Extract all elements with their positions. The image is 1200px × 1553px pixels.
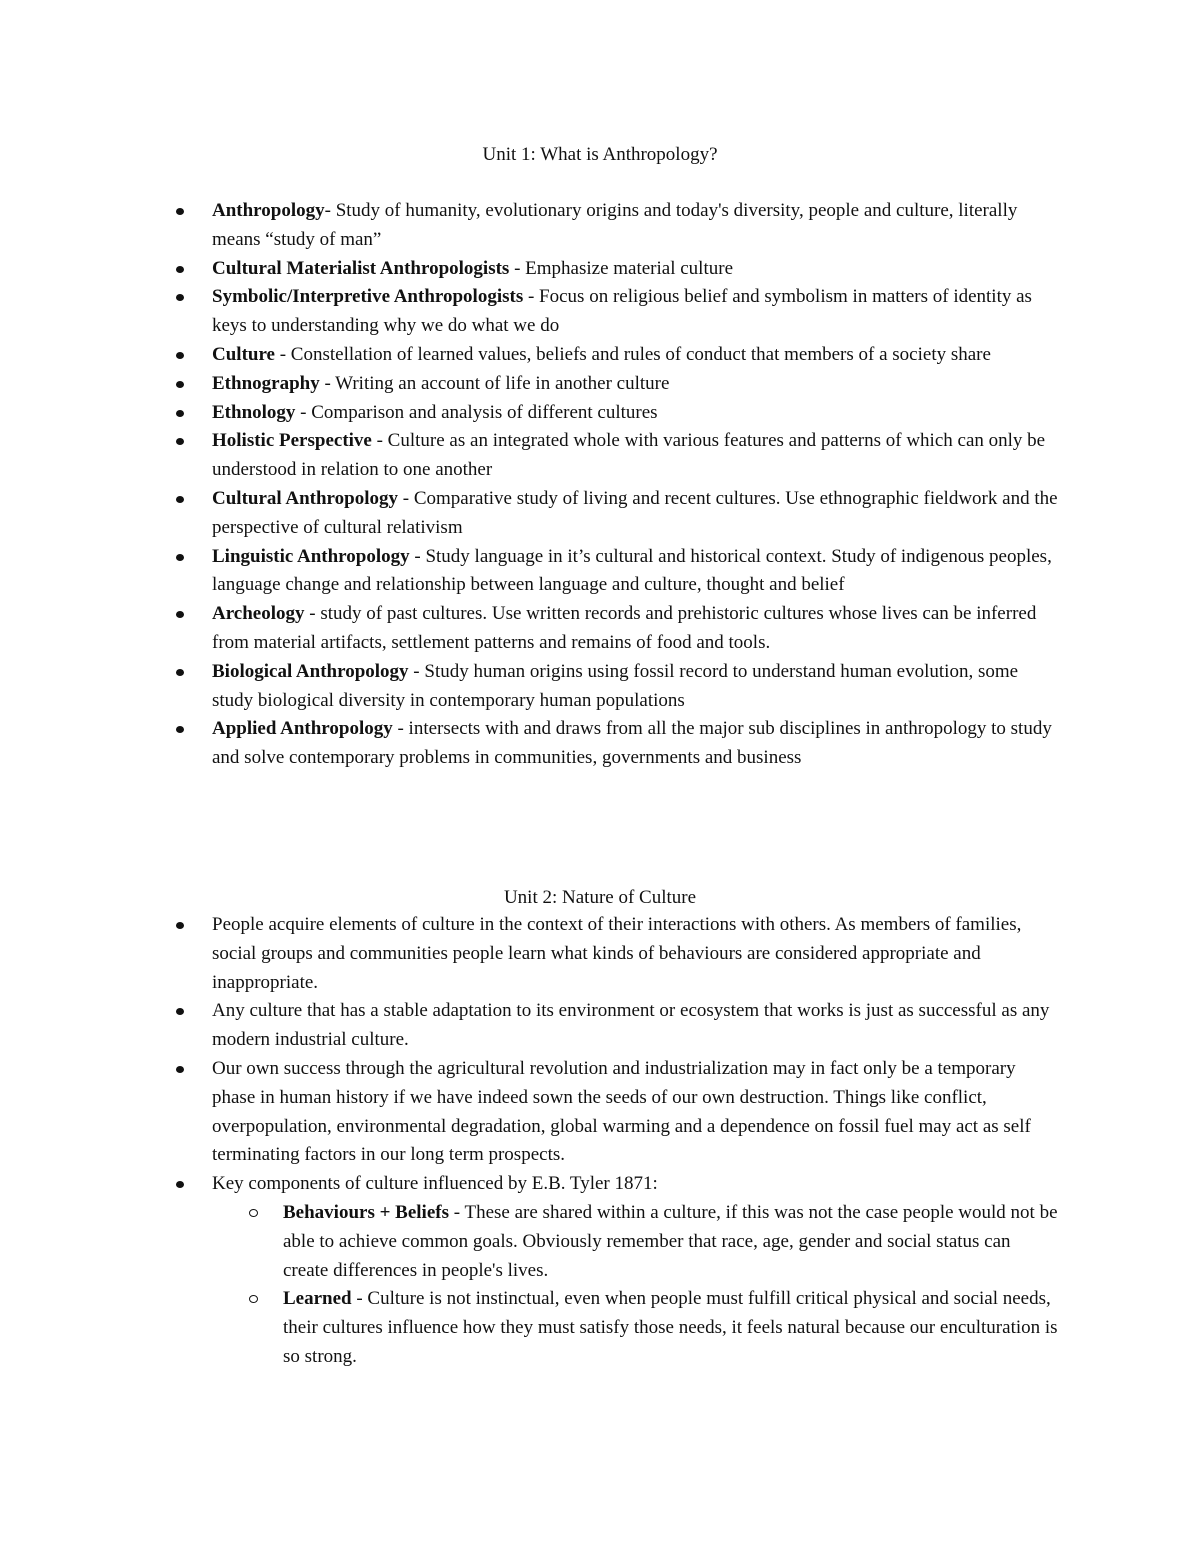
bullet-icon — [176, 266, 184, 273]
list-item — [0, 1055, 1200, 1170]
bullet-icon — [176, 496, 184, 503]
definition: - Comparison and analysis of different cultures — [295, 401, 658, 423]
unit2-list — [0, 911, 1200, 1372]
bullet-icon — [176, 1181, 184, 1188]
term: Learned — [283, 1288, 352, 1310]
bullet-icon — [176, 669, 184, 676]
list-item — [0, 485, 1200, 543]
term: Anthropology — [212, 200, 325, 221]
definition: - Writing an account of life in another culture — [319, 372, 670, 394]
unit2-title: Unit 2: Nature of Culture — [503, 887, 697, 908]
term: Behaviours + Beliefs — [283, 1201, 449, 1223]
bullet-icon — [176, 726, 184, 733]
unit1-title: Unit 1: What is Anthropology? — [482, 144, 718, 165]
definition: - Study human origins using fossil record to understand human evolution, some study biological diversity in contemporary human populations — [212, 660, 1019, 711]
list-item — [0, 715, 1200, 773]
definition: - Study language in it’s cultural and historical context. Study of indigenous peoples, language change and relationship between language and culture, thought and belief — [212, 545, 1052, 596]
paragraph: Key components of culture influenced by E.B. Tyler 1871: — [212, 1173, 658, 1195]
term: Cultural Materialist Anthropologists — [212, 257, 510, 279]
definition: - Culture as an integrated whole with various features and patterns of which can only be understood in relation to one another — [212, 430, 1046, 481]
bullet-icon — [176, 381, 184, 388]
bullet-icon — [176, 352, 184, 359]
bullet-icon — [176, 294, 184, 301]
definition: - study of past cultures. Use written records and prehistoric cultures whose lives can be inferred from material artifacts, settlement patterns and remains of food and tools. — [212, 603, 1037, 653]
term: Biological Anthropology — [212, 660, 409, 682]
bullet-icon — [176, 410, 184, 417]
hollow-bullet-icon — [249, 1295, 258, 1303]
list-item — [0, 341, 1200, 370]
paragraph: People acquire elements of culture in the context of their interactions with others. As members of families, social groups and communities people learn what kinds of behaviours are considered appropriate and inappropriate. — [212, 914, 1022, 993]
list-item — [0, 427, 1200, 485]
bullet-icon — [176, 1066, 184, 1073]
bullet-icon — [176, 1008, 184, 1015]
definition: - Constellation of learned values, beliefs and rules of conduct that members of a society share — [274, 343, 991, 365]
definition: - These are shared within a culture, if this was not the case people would not be able to achieve common goals. Obviously remember that race, age, gender and social status can create differences in people's lives. — [283, 1201, 1058, 1281]
list-item — [0, 399, 1200, 428]
bullet-icon — [176, 922, 184, 929]
sub-list-item — [0, 1199, 1200, 1285]
list-item — [0, 283, 1200, 341]
bullet-icon — [176, 554, 184, 561]
hollow-bullet-icon — [249, 1209, 258, 1217]
definition: - Study of humanity, evolutionary origins and today's diversity, people and culture, literally means “study of man” — [212, 200, 1018, 250]
definition: - Comparative study of living and recent cultures. Use ethnographic fieldwork and the perspective of cultural relativism — [212, 487, 1058, 538]
definition: - intersects with and draws from all the major sub disciplines in anthropology to study and solve contemporary problems in communities, governments and business — [212, 718, 1052, 769]
unit1-list — [0, 197, 1200, 773]
definition: - Focus on religious belief and symbolism in matters of identity as keys to understanding why we do what we do — [212, 286, 1032, 337]
term: Linguistic Anthropology — [212, 545, 410, 567]
term: Archeology — [212, 603, 305, 625]
list-item — [0, 1170, 1200, 1372]
bullet-icon — [176, 208, 184, 215]
bullet-icon — [176, 611, 184, 618]
list-item — [0, 255, 1200, 284]
term: Culture — [212, 343, 275, 365]
definition: - Emphasize material culture — [509, 257, 734, 279]
list-item — [0, 600, 1200, 658]
definition: - Culture is not instinctual, even when people must fulfill critical physical and social needs, their cultures influence how they must satisfy those needs, it feels natural because our enculturation is so strong. — [283, 1288, 1058, 1367]
sub-list-wrapper — [0, 1199, 1200, 1372]
list-item — [0, 197, 1200, 255]
term: Ethnography — [212, 372, 320, 394]
list-item — [0, 370, 1200, 399]
list-item — [0, 658, 1200, 716]
term: Holistic Perspective — [212, 430, 372, 452]
term: Ethnology — [212, 401, 296, 423]
list-item — [0, 543, 1200, 601]
list-item — [0, 911, 1200, 997]
paragraph: Our own success through the agricultural revolution and industrialization may in fact only be a temporary phase in human history if we have indeed sown the seeds of our own destruction. Things like conflict, overpopulation, environmental degradation, global warming and a dependence on fossil fuel may act as self terminating factors in our long term prospects. — [212, 1057, 1031, 1166]
paragraph: Any culture that has a stable adaptation to its environment or ecosystem that works is just as successful as any modern industrial culture. — [212, 1000, 1050, 1051]
list-item — [0, 997, 1200, 1055]
term: Cultural Anthropology — [212, 487, 398, 509]
sub-list — [0, 1199, 1200, 1372]
sub-list-item — [0, 1285, 1200, 1371]
bullet-icon — [176, 438, 184, 445]
term: Symbolic/Interpretive Anthropologists — [212, 286, 524, 308]
term: Applied Anthropology — [212, 718, 393, 740]
